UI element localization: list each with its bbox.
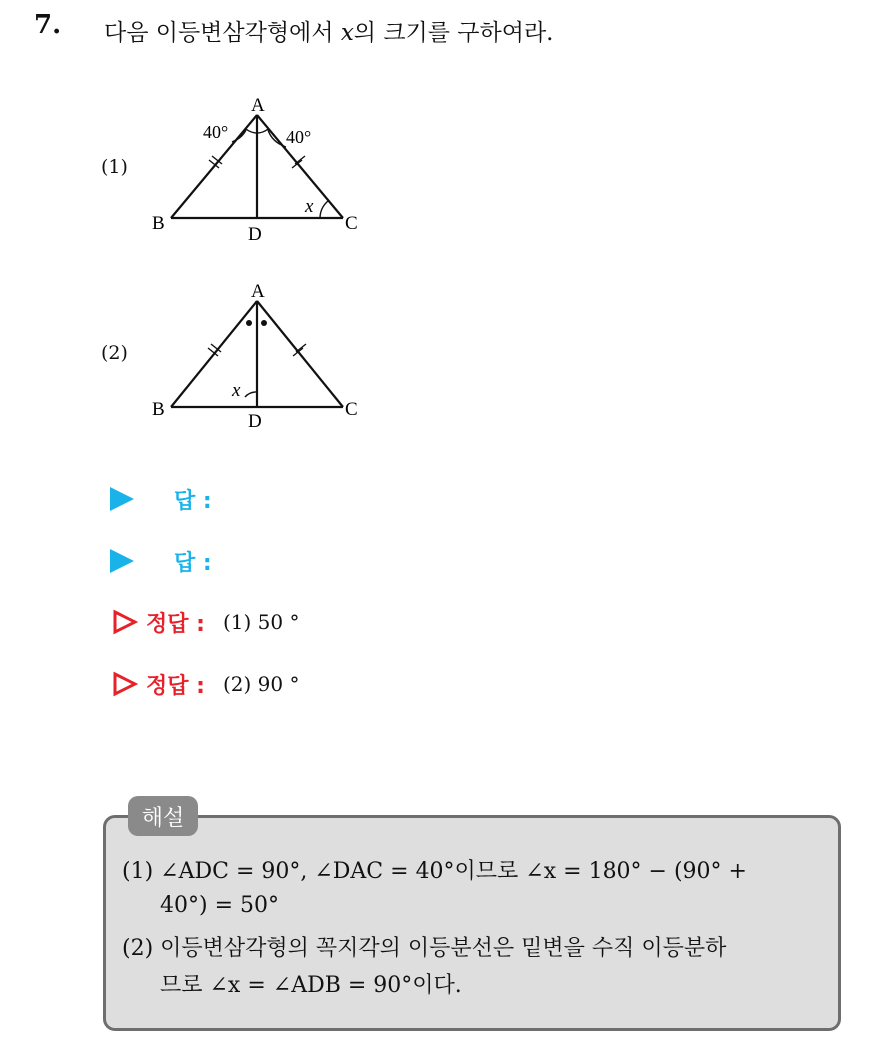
correct-answer-label: 정답 : (146, 611, 205, 637)
correct-answer-label: 정답 : (146, 673, 205, 699)
vertex-d-label: D (248, 411, 262, 432)
explanation-line-3: (2) 이등변삼각형의 꼭지각의 이등분선은 밑변을 수직 이등분하 (122, 936, 727, 961)
explanation-line-4: 므로 ∠x = ∠ADB = 90°이다. (160, 973, 462, 998)
explanation-line-1: (1) ∠ADC = 90°, ∠DAC = 40°이므로 ∠x = 180° − (90° + (122, 859, 747, 884)
explanation-line-2: 40°) = 50° (160, 893, 279, 918)
angle-x-arc (320, 201, 328, 218)
answer-blank-2[interactable] (110, 546, 212, 576)
answer-blank-1[interactable] (110, 484, 212, 514)
tick-mark-ac-2 (295, 156, 305, 164)
vertex-b-label: B (152, 399, 165, 420)
answer-label: 답 : (174, 550, 212, 576)
outline-arrow-icon (112, 609, 138, 635)
angle-x-arc (245, 392, 257, 397)
figure-2-triangle (140, 276, 380, 436)
figure-2-label: (2) (101, 342, 128, 364)
outline-arrow-icon (112, 671, 138, 697)
vertex-d-label: D (248, 224, 262, 245)
question-text-before: 다음 이등변삼각형에서 (104, 20, 341, 46)
angle-arc-left (246, 129, 257, 133)
equal-angle-dot-left (246, 320, 252, 326)
angle-left-label: 40° (203, 122, 229, 142)
vertex-a-label: A (251, 281, 265, 302)
vertex-a-label: A (251, 95, 265, 116)
figure-1-triangle (140, 90, 380, 250)
vertex-c-label: C (345, 399, 358, 420)
tick-mark-ac-2 (296, 344, 306, 352)
side-ac (257, 301, 343, 407)
figure-1-label: (1) (101, 156, 128, 178)
angle-x-label: x (305, 196, 314, 217)
question-variable: x (340, 20, 354, 46)
question-text (104, 14, 553, 47)
vertex-c-label: C (345, 213, 358, 234)
correct-answer-2 (110, 669, 299, 699)
side-ab (171, 301, 257, 407)
correct-answer-value: (1) 50 ° (222, 610, 300, 634)
vertex-b-label: B (152, 213, 165, 234)
angle-right-label: 40° (286, 127, 312, 147)
angle-x-label: x (232, 380, 241, 401)
answer-label: 답 : (174, 488, 212, 514)
explanation-tag: 해설 (128, 796, 198, 836)
question-number: 7. (34, 10, 62, 40)
angle-arc-right (257, 129, 268, 133)
correct-answer-1 (110, 607, 299, 637)
play-arrow-icon (110, 549, 134, 573)
play-arrow-icon (110, 487, 134, 511)
correct-answer-value: (2) 90 ° (222, 672, 300, 696)
question-text-after: 의 크기를 구하여라. (353, 20, 554, 46)
equal-angle-dot-right (261, 320, 267, 326)
